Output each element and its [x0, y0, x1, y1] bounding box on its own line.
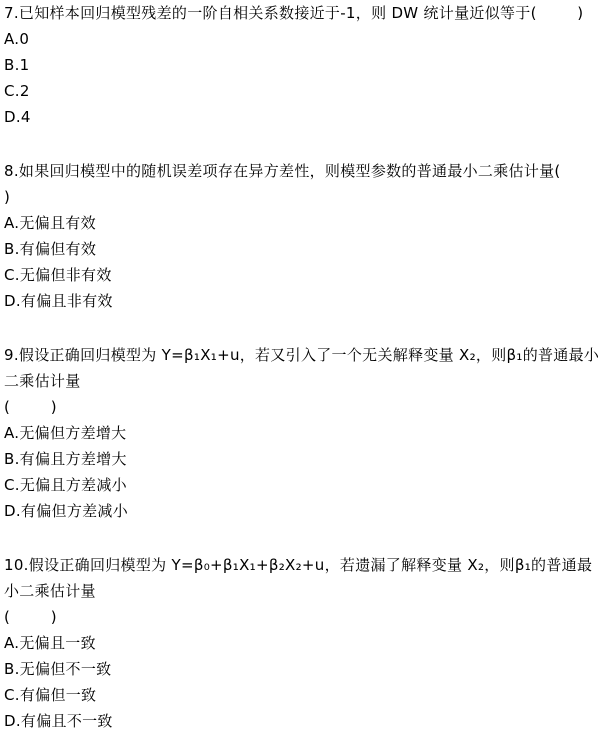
question-7-option-a: A.0	[4, 30, 30, 48]
question-9-option-a: A.无偏但方差增大	[4, 424, 127, 442]
question-10-option-b: B.无偏但不一致	[4, 660, 112, 678]
question-8-option-d: D.有偏且非有效	[4, 292, 113, 310]
question-9-option-d: D.有偏但方差减小	[4, 502, 129, 520]
question-10-text-line-1: 10.假设正确回归模型为 Y=β₀+β₁X₁+β₂X₂+u，若遗漏了解释变量 X₂，则β₁的普通最小二乘估计量	[4, 556, 593, 600]
question-7-option-b: B.1	[4, 56, 30, 74]
question-9-text-line-1: 9.假设正确回归模型为 Y=β₁X₁+u，若又引入了一个无关解释变量 X₂，则β₁的普通最小二乘估计量	[4, 346, 600, 390]
question-9-option-c: C.无偏且方差减小	[4, 476, 127, 494]
question-8-option-a: A.无偏且有效	[4, 214, 96, 232]
question-10-option-a: A.无偏且一致	[4, 634, 96, 652]
question-10	[4, 552, 606, 734]
question-7-text: 7.已知样本回归模型残差的一阶自相关系数接近于-1，则 DW 统计量近似等于( )	[4, 4, 584, 22]
question-8-option-b: B.有偏但有效	[4, 240, 97, 258]
question-8-option-c: C.无偏但非有效	[4, 266, 112, 284]
question-7	[4, 0, 606, 130]
question-8	[4, 158, 606, 314]
question-9	[4, 342, 606, 524]
question-7-option-c: C.2	[4, 82, 30, 100]
question-10-option-c: C.有偏但一致	[4, 686, 97, 704]
question-9-text-line-2: ( )	[4, 398, 57, 416]
question-10-option-d: D.有偏且不一致	[4, 712, 113, 730]
question-7-option-d: D.4	[4, 108, 31, 126]
question-9-option-b: B.有偏且方差增大	[4, 450, 127, 468]
question-8-text: 8.如果回归模型中的随机误差项存在异方差性，则模型参数的普通最小二乘估计量( )	[4, 162, 602, 206]
question-10-text-line-2: ( )	[4, 608, 57, 626]
